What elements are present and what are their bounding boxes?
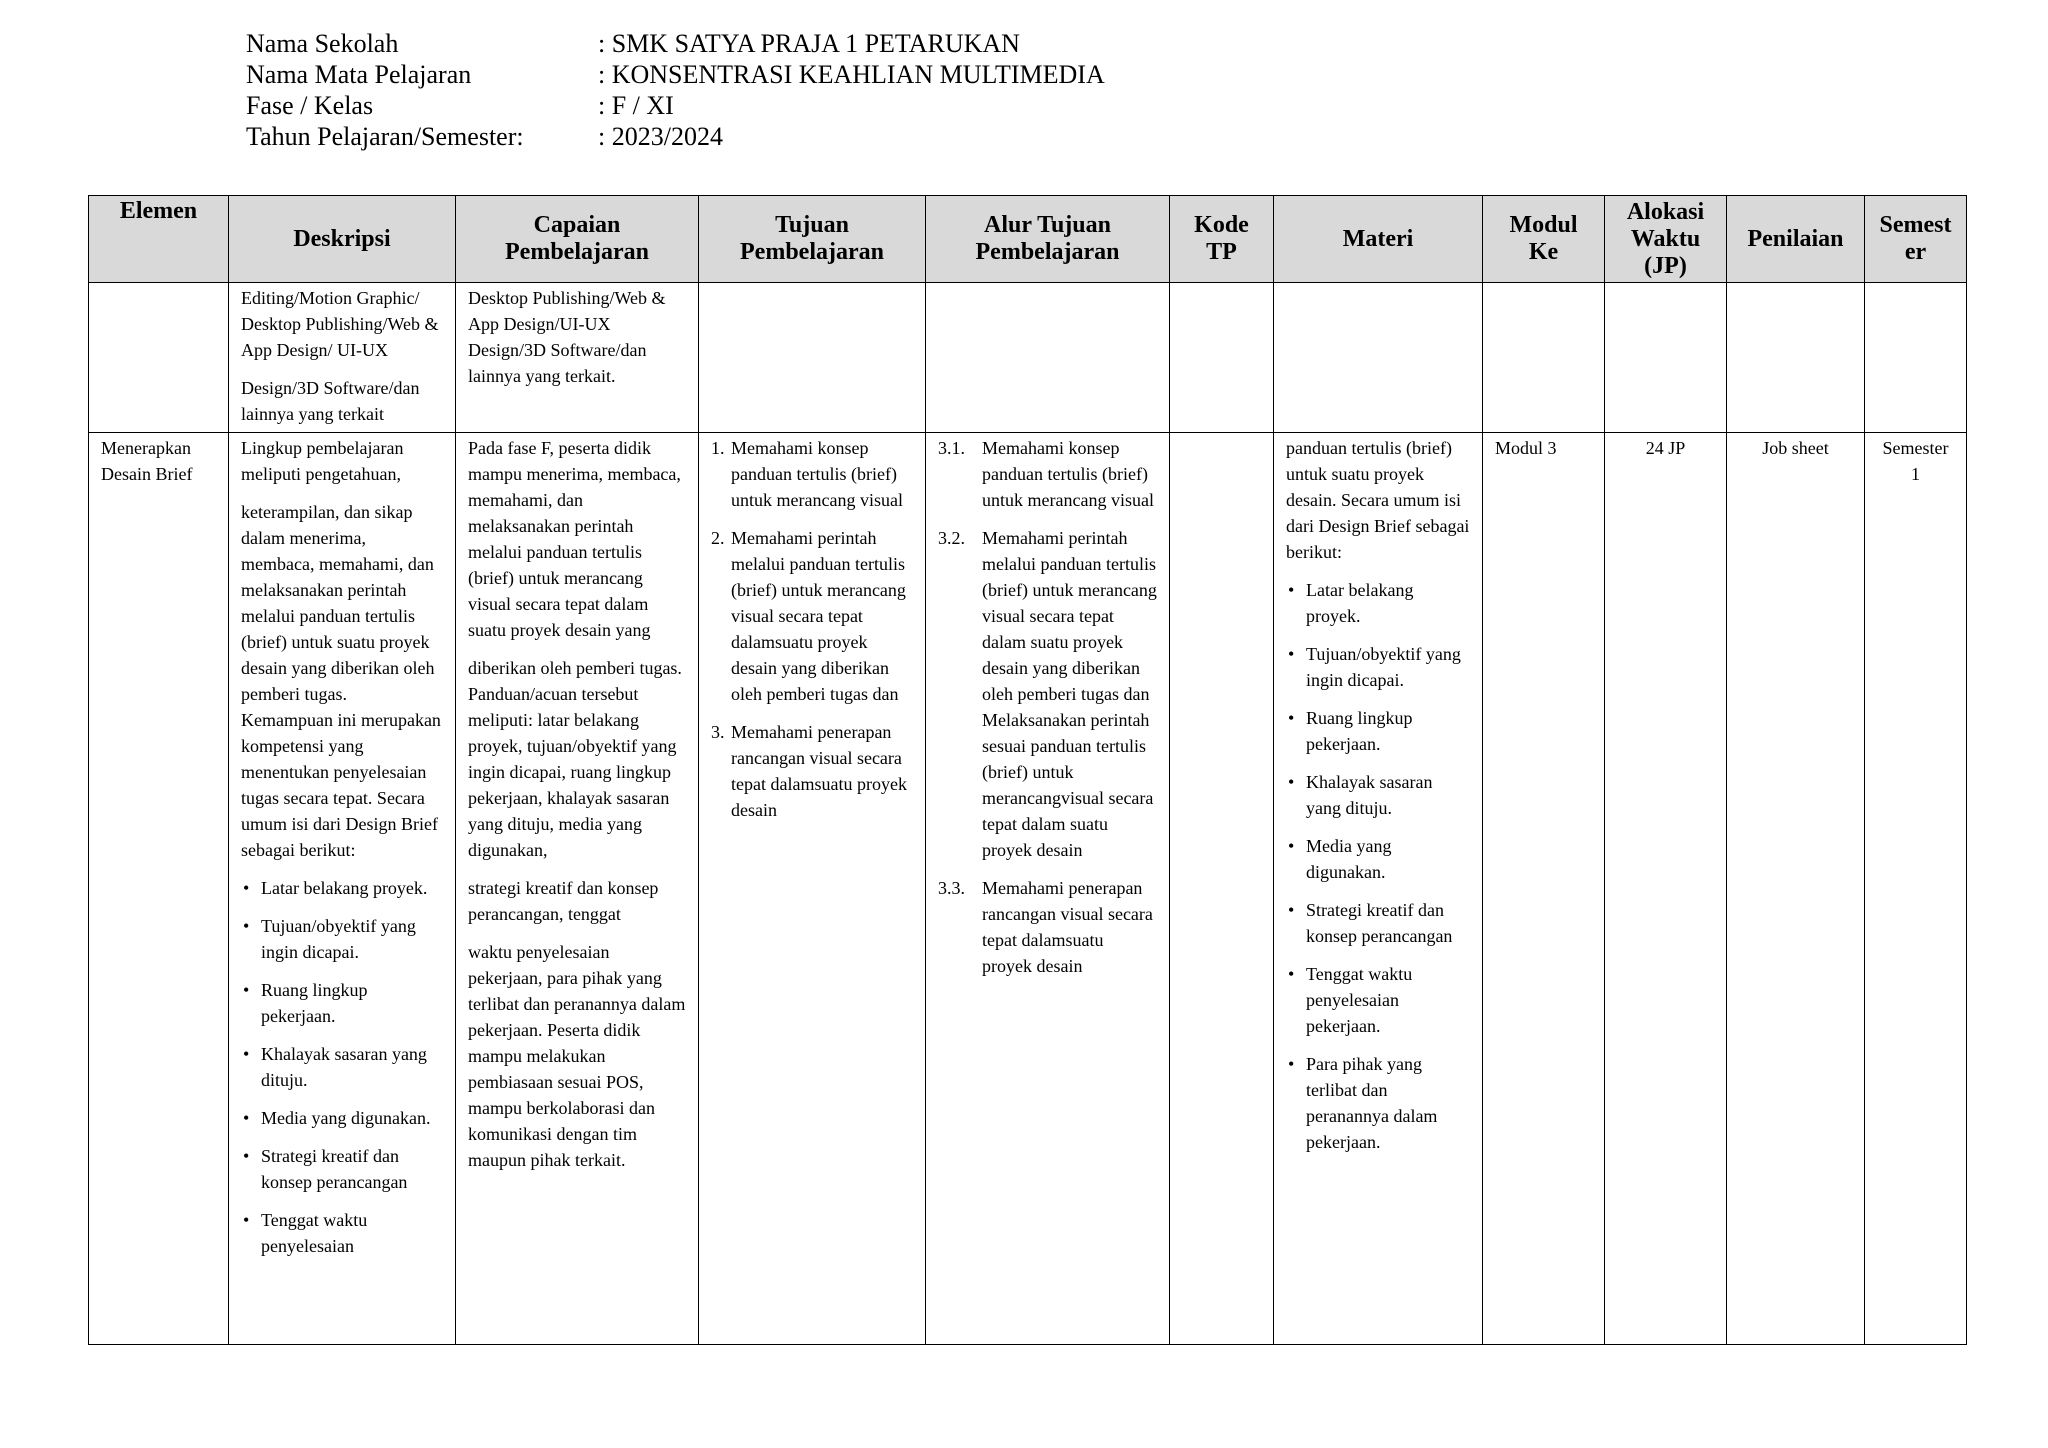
col-header-kode: Kode TP — [1170, 196, 1274, 283]
list-item — [938, 525, 1157, 863]
header-row-phase — [246, 90, 1105, 121]
table-row — [89, 283, 1967, 433]
list-item — [711, 525, 913, 707]
col-header-penilaian: Penilaian — [1727, 196, 1865, 283]
list-item: • Tujuan/obyektif yang ingin dicapai. — [1286, 641, 1470, 693]
header-row-year — [246, 121, 1105, 152]
tujuan-list — [711, 435, 913, 823]
list-item — [938, 435, 1157, 513]
deskripsi-text: keterampilan, dan sikap dalam menerima, membaca, memahami, dan melaksanakan perintah melalui panduan tertulis (brief) untuk suatu proyek desain yang diberikan oleh pemberi tugas. Kemampuan ini merupakan kompetensi yang menentukan penyelesaian tugas secara tepat. Secara umum isi dari Design Brief sebagai berikut: — [241, 502, 441, 860]
col-header-alur: Alur Tujuan Pembelajaran — [926, 196, 1170, 283]
header-label: Tahun Pelajaran/Semester: — [246, 121, 524, 151]
list-text: Memahami penerapan rancangan visual secara tepat dalamsuatu proyek desain — [982, 878, 1153, 976]
alur-list — [938, 435, 1157, 979]
table-header-row — [89, 196, 1967, 283]
list-text: Memahami penerapan rancangan visual secara tepat dalamsuatu proyek desain — [731, 722, 907, 820]
list-number: 3.1. — [938, 438, 965, 458]
col-header-tujuan: Tujuan Pembelajaran — [699, 196, 926, 283]
deskripsi-text: Design/3D Software/dan lainnya yang terkait — [241, 378, 420, 424]
list-item: • Latar belakang proyek. — [1286, 577, 1470, 629]
header-value: : SMK SATYA PRAJA 1 PETARUKAN — [598, 28, 1020, 58]
cell-kode — [1170, 283, 1274, 433]
list-item — [938, 875, 1157, 979]
capaian-text: waktu penyelesaian pekerjaan, para pihak yang terlibat dan peranannya dalam pekerjaan. Peserta didik mampu melakukan pembiasaan sesuai POS, mampu berkolaborasi dan komunikasi dengan tim maupun pihak terkait. — [468, 942, 686, 1170]
cell-semester — [1865, 283, 1967, 433]
penilaian-text: Job sheet — [1762, 438, 1829, 458]
col-header-materi: Materi — [1274, 196, 1483, 283]
cell-kode — [1170, 433, 1274, 1345]
header-value: : KONSENTRASI KEAHLIAN MULTIMEDIA — [598, 59, 1105, 89]
list-item: • Tujuan/obyektif yang ingin dicapai. — [241, 913, 443, 965]
table-row — [89, 433, 1967, 1345]
capaian-text: Desktop Publishing/Web & App Design/UI-UX Design/3D Software/dan lainnya yang terkait. — [468, 288, 666, 386]
cell-deskripsi — [229, 433, 456, 1345]
cell-materi — [1274, 283, 1483, 433]
cell-deskripsi — [229, 283, 456, 433]
cell-alokasi — [1605, 283, 1727, 433]
cell-tujuan — [699, 283, 926, 433]
header-label: Nama Mata Pelajaran — [246, 59, 472, 89]
capaian-text: diberikan oleh pemberi tugas. Panduan/acuan tersebut meliputi: latar belakang proyek, tujuan/obyektif yang ingin dicapai, ruang lingkup pekerjaan, khalayak sasaran yang dituju, media yang digunakan, — [468, 658, 682, 860]
col-header-elemen: Elemen — [89, 196, 229, 283]
list-item: • Tenggat waktu penyelesaian — [241, 1207, 443, 1259]
list-number: 3. — [711, 722, 725, 742]
col-header-alokasi: Alokasi Waktu (JP) — [1605, 196, 1727, 283]
list-item: • Ruang lingkup pekerjaan. — [241, 977, 443, 1029]
materi-bullet-list — [1286, 577, 1470, 1155]
cell-penilaian — [1727, 433, 1865, 1345]
list-item — [711, 719, 913, 823]
list-item: • Media yang digunakan. — [1286, 833, 1470, 885]
cell-semester — [1865, 433, 1967, 1345]
list-text: Memahami perintah melalui panduan tertulis (brief) untuk merancang visual secara tepat dalamsuatu proyek desain yang diberikan oleh pemberi tugas dan — [731, 528, 906, 704]
cell-elemen — [89, 433, 229, 1345]
document-header — [246, 28, 1105, 152]
list-item: • Para pihak yang terlibat dan peranannya dalam pekerjaan. — [1286, 1051, 1470, 1155]
col-header-deskripsi: Deskripsi — [229, 196, 456, 283]
list-item: • Khalayak sasaran yang dituju. — [241, 1041, 443, 1093]
cell-capaian — [456, 433, 699, 1345]
alokasi-text: 24 JP — [1645, 438, 1686, 458]
list-item: • Latar belakang proyek. — [241, 875, 443, 901]
cell-materi — [1274, 433, 1483, 1345]
list-item: • Strategi kreatif dan konsep perancangan — [1286, 897, 1470, 949]
col-header-modul: Modul Ke — [1483, 196, 1605, 283]
semester-number: 1 — [1911, 464, 1920, 484]
cell-capaian — [456, 283, 699, 433]
header-row-subject — [246, 59, 1105, 90]
header-value: : 2023/2024 — [598, 121, 723, 151]
col-header-semester: Semest er — [1865, 196, 1967, 283]
deskripsi-text: Editing/Motion Graphic/ Desktop Publishing/Web & App Design/ UI-UX — [241, 288, 439, 360]
list-item: • Media yang digunakan. — [241, 1105, 443, 1131]
cell-alur — [926, 283, 1170, 433]
list-item — [711, 435, 913, 513]
materi-text: panduan tertulis (brief) untuk suatu proyek desain. Secara umum isi dari Design Brief sebagai berikut: — [1286, 438, 1470, 562]
list-number: 3.2. — [938, 528, 965, 548]
list-number: 2. — [711, 528, 725, 548]
header-label: Fase / Kelas — [246, 90, 374, 120]
cell-alokasi — [1605, 433, 1727, 1345]
modul-text: Modul 3 — [1495, 438, 1557, 458]
deskripsi-text: Lingkup pembelajaran meliputi pengetahuan, — [241, 438, 404, 484]
list-text: Memahami konsep panduan tertulis (brief) untuk merancang visual — [982, 438, 1154, 510]
list-text: Memahami konsep panduan tertulis (brief) untuk merancang visual — [731, 438, 903, 510]
elemen-text: Menerapkan Desain Brief — [101, 438, 193, 484]
capaian-text: Pada fase F, peserta didik mampu menerima, membaca, memahami, dan melaksanakan perintah melalui panduan tertulis (brief) untuk merancang visual secara tepat dalam suatu proyek desain yang — [468, 438, 681, 640]
list-item: • Ruang lingkup pekerjaan. — [1286, 705, 1470, 757]
capaian-text: strategi kreatif dan konsep perancangan, tenggat — [468, 878, 659, 924]
semester-text: Semester — [1882, 438, 1949, 458]
cell-modul — [1483, 283, 1605, 433]
header-row-school — [246, 28, 1105, 59]
cell-alur — [926, 433, 1170, 1345]
header-value: : F / XI — [598, 90, 674, 120]
list-number: 3.3. — [938, 878, 965, 898]
list-item: • Strategi kreatif dan konsep perancangan — [241, 1143, 443, 1195]
curriculum-table — [88, 195, 1967, 1345]
deskripsi-bullet-list — [241, 875, 443, 1259]
list-item: • Khalayak sasaran yang dituju. — [1286, 769, 1470, 821]
cell-penilaian — [1727, 283, 1865, 433]
list-text: Memahami perintah melalui panduan tertulis (brief) untuk merancang visual secara tepat dalam suatu proyek desain yang diberikan oleh pemberi tugas dan Melaksanakan perintah sesuai panduan tertulis (brief) untuk merancangvisual secara tepat dalam suatu proyek desain — [982, 528, 1157, 860]
cell-tujuan — [699, 433, 926, 1345]
list-item: • Tenggat waktu penyelesaian pekerjaan. — [1286, 961, 1470, 1039]
cell-modul — [1483, 433, 1605, 1345]
col-header-capaian: Capaian Pembelajaran — [456, 196, 699, 283]
list-number: 1. — [711, 438, 725, 458]
header-label: Nama Sekolah — [246, 28, 399, 58]
cell-elemen — [89, 283, 229, 433]
